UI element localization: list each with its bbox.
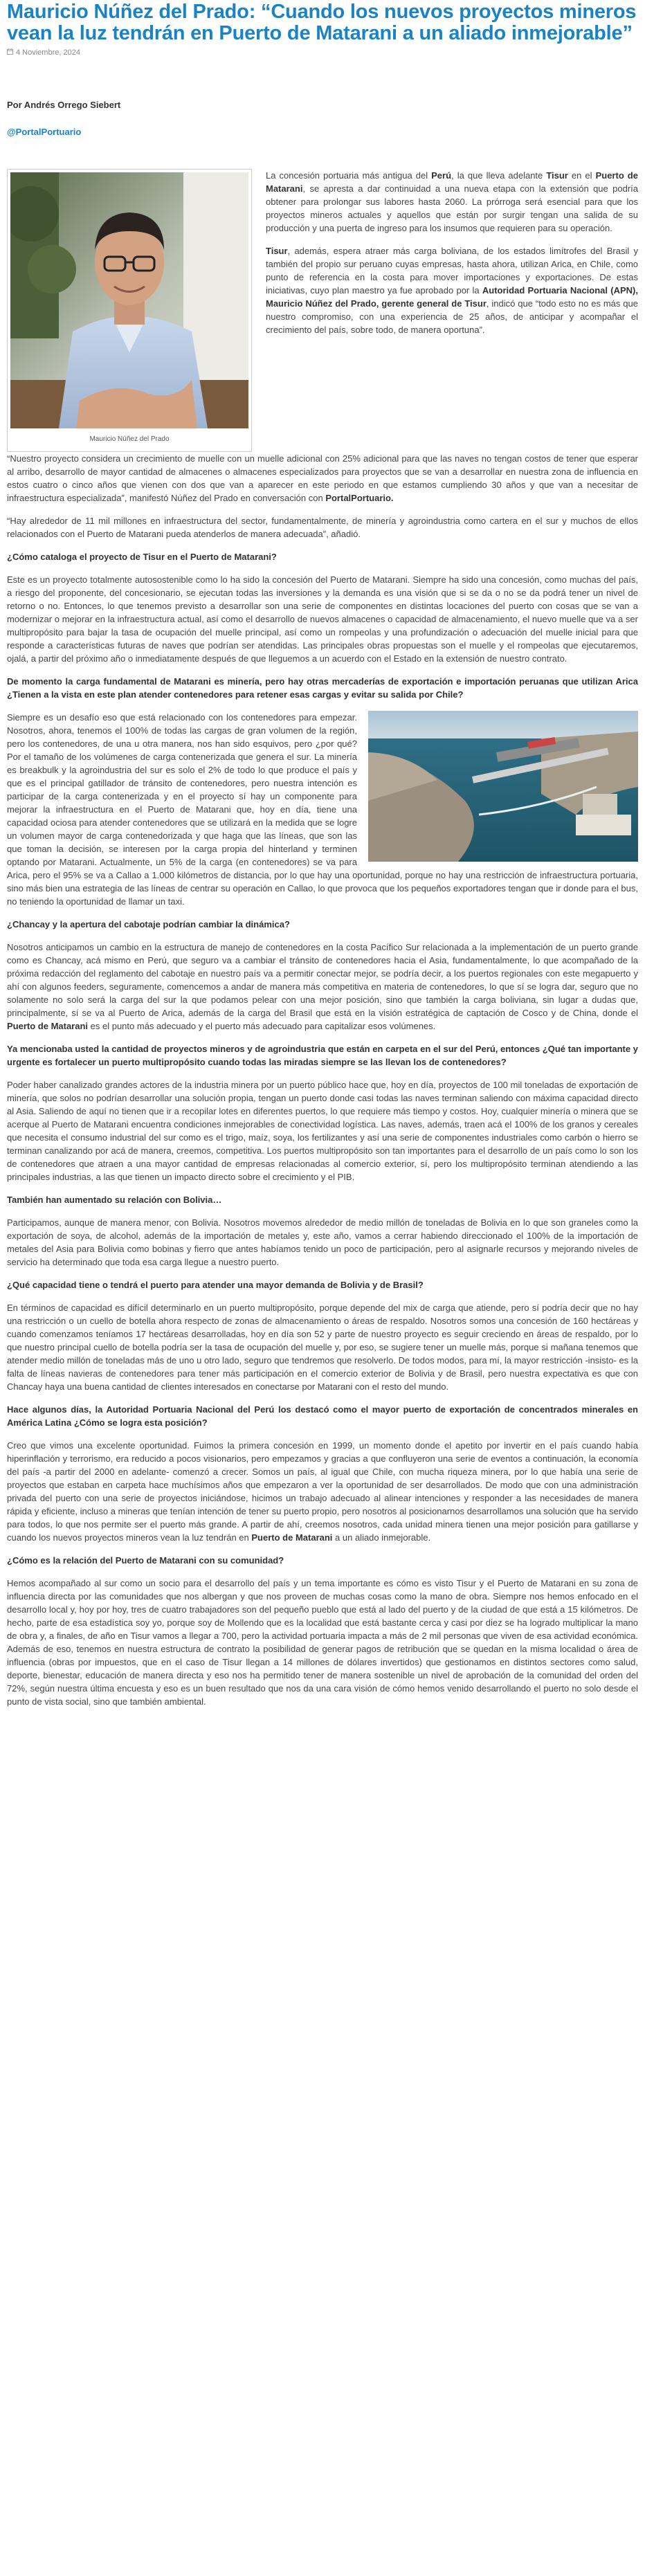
interview-answer: Siempre es un desafío eso que está relacionado con los contenedores para empezar. Nosotros, ahora, tenemos el 100% de todas las cargas de gran volumen de la región, pero los contenedores, de una u otra manera, nos han sido esquivos, pero ¿por qué? Por el tamaño de los volúmenes de carga contenerizada que genera el sur. La minería es breakbulk y la agroindustria del sur es solo el 2% de todo lo que produce el país y que es el principal gatillador de tránsito de contenedores, pero nuestra intención es participar de la carga contenerizada y en el proyecto sí hay un componente para mejorar la infraestructura en el Puerto de Matarani que, hoy en día, tiene una capacidad ociosa para atender contenedores que se utilizará en la medida que se logre un volumen mayor de carga contenedorizada y que haga que las líneas, que son las que toman la decisión, se interesen por la carga propia del hinterland y terminen optando por Matarani. Actualmente, un 5% de la carga (en contenedores) se va para Arica, pero el 95% se va a Callao a 1.000 kilómetros de distancia, por lo que hay una oportunidad, porque no hay una restricción de infraestructura portuaria, sino más bien una estrategia de las líneas de centrar su operación en Callao, lo que provoca que los pequeños exportadores tengan que ir donde para el bus, no teniendo la oportunidad de llamar un taxi. [7, 712, 638, 907]
interview-question: ¿Chancay y la apertura del cabotaje podrían cambiar la dinámica? [7, 919, 290, 929]
interview-question: De momento la carga fundamental de Matarani es minería, pero hay otras mercaderías de exportación e importación peruanas que utilizan Arica ¿Tienen a la vista en este plan atender contenedores para retener esas cargas y evitar su salida por Chile? [7, 676, 638, 700]
interview-question: Ya mencionaba usted la cantidad de proyectos mineros y de agroindustria que están en carpeta en el sur del Perú, entonces ¿Qué tan importante y urgente es fortalecer un puerto multipropósito cuando todas las miradas siempre se las llevan los de contenedores? [7, 1044, 638, 1067]
article-body [0, 169, 645, 1708]
interview-answer: Nosotros anticipamos un cambio en la estructura de manejo de contenedores en la costa Pacífico Sur relacionada a la implementación de un puerto grande como es Chancay, acá mismo en Perú, que seguro va a cambiar el tránsito de contenedores hacia el Asia, fundamentalmente, lo que acompañado de la próxima redacción del reglamento del cabotaje en nuestro país va a permitir conectar mejor, se podría decir, a los puertos regionales con este megapuerto y ahí con algunos feeders, seguramente, comencemos a andar de manera más competitiva en materia de contenedores, lo que sí se logra dar, seguro que no solamente no solo será la carga del sur la que podamos pelear con una mejor posición, sino que también la carga boliviana, sin lugar a dudas que, principalmente, sí se va al Puerto de Arica, además de la carga del Brasil que está en la visión estratégica de captación de Cosco y de China, donde el Puerto de Matarani es el punto más adecuado y el puerto más adecuado para capitalizar esos volúmenes. [7, 942, 638, 1031]
interview-question: ¿Cómo cataloga el proyecto de Tisur en el Puerto de Matarani? [7, 552, 277, 562]
interview-answer: Creo que vimos una excelente oportunidad. Fuimos la primera concesión en 1999, un momento donde el apetito por invertir en el país cuando había hiperinflación y terrorismo, era reducido a pocos visionarios, pero empezamos y gracias a que confluyeron una serie de eventos a continuación, la economía del país -a partir del 2000 en adelante- comenzó a crecer. Somos un país, al igual que Chile, con mucha riqueza minera, por lo que había una serie de proyectos que estaban en carpeta hace muchísimos años que empezaron a ver la oportunidad de ser desarrollados. De modo que con una administración privada del puerto con una serie de proyectos iniciándose, hicimos un trabajo adecuado al alinear intenciones y responder a las necesidades de manera rápida y eficiente, incluso a mineras que tenían intención de tener su puerto propio, pero nosotros al posicionarnos desarrollamos una solución que ha servido para todos, lo que nos permite ser el puerto más grande. A partir de ahí, creemos nosotros, cada unidad minera tienen una mejor posición para gatillarse y cuando los nuevos proyectos mineros vean la luz tendrán en Puerto de Matarani a un aliado inmejorable. [7, 1440, 638, 1543]
article-title: Mauricio Núñez del Prado: “Cuando los nuevos proyectos mineros vean la luz tendrán en Puerto de Matarani a un aliado inmejorable” [7, 1, 637, 44]
interview-answer: Participamos, aunque de manera menor, con Bolivia. Nosotros movemos alrededor de medio millón de toneladas de Bolivia en lo que son graneles como la exportación de soya, de alcohol, además de la importación de metales y, este año, vamos a cerrar habiendo direccionado el 100% de la importación de metales del Asia para Bolivia como bobinas y fierro que antes habíamos tenido un poco de participación, pero al asignarle recursos y mejorando niveles de servicio ha determinado que toda esa carga llegue a nuestro puerto. [7, 1217, 638, 1267]
photo-frame [7, 169, 252, 452]
author-byline: Por Andrés Orrego Siebert [7, 100, 121, 110]
interview-question: ¿Cómo es la relación del Puerto de Matarani con su comunidad? [7, 1555, 284, 1566]
interview-answer: Este es un proyecto totalmente autosostenible como lo ha sido la concesión del Puerto de Matarani. Siempre ha sido una concesión, como muchas del país, a riesgo del proponente, del concesionario, se ejecutan todas las inversiones y la demanda es una visión que si se da o no se da podrá tener un nivel de retorno o no. Entonces, lo que tenemos previsto a desarrollar son una serie de componentes en distintas locaciones del puerto con cosas que se van a modernizar o mejorar en la infraestructura actual, así como el desarrollo de nuevos almacenes o capacidad de almacenamiento, el nuevo muelle que va a ser multipropósito para bajar la tasa de ocupación del muelle principal, así como un rompeolas y una profundización o adecuación del muelle inicial para que responde a características futuras de naves que podrían ser atendidas. Las principales obras propuestas son el muelle y el rompeolas que ejecutaremos, ojalá, a partir del próximo año o inmediatamente después de que lleguemos a un acuerdo con el Estado en la extensión de nuestro contrato. [7, 574, 638, 664]
photo-caption: Mauricio Núñez del Prado [89, 435, 170, 443]
interview-question: También han aumentado su relación con Bolivia… [7, 1195, 222, 1205]
portrait-photo [10, 172, 248, 428]
article-header [0, 0, 645, 137]
photo-column [7, 169, 252, 452]
paragraph: La concesión portuaria más antigua del Perú, la que lleva adelante Tisur en el Puerto de Matarani, se apresta a dar continuidad a una nueva etapa con la extensión que podría obtener para prolongar sus labores hasta 2060. La prórroga será esencial para que los proyectos mineros actuales y aquellos que están por surgir tengan una salida de su producción y una puerta de ingreso para los insumos que requieren para su operación. [266, 170, 638, 233]
interview-answer: En términos de capacidad es difícil determinarlo en un puerto multipropósito, porque depende del mix de carga que atiende, pero sí podría decir que no hay una restricción o un cuello de botella ahora respecto de zonas de almacenamiento o áreas de respaldo. Nosotros somos una concesión de 160 hectáreas y cuando comenzamos teníamos 17 hectáreas desarrolladas, hoy en día son 52 y parte de nuestro proyecto es seguir creciendo en áreas de respaldo, por lo que nuestro principal cuello de botella podría ser la tasa de ocupación del muelle y, por eso, se sugiere tener un muelle más, porque si mañana tenemos que atender medio millón de toneladas más de uno u otro lado, seguro que tendremos que resolverlo. De todos modos, para mí, la mayor restricción -insisto- es la falta de líneas navieras de contenedores para tener más participación en el comercio exterior de Bolivia y de Brasil, pero nuestra expectativa es que con Chancay haya una buena cantidad de clientes interesados en conectarse por Matarani con el resto del mundo. [7, 1303, 638, 1392]
article-date [7, 48, 638, 57]
calendar-icon [7, 48, 13, 57]
port-aerial-photo [368, 711, 638, 862]
interview-answer: Poder haber canalizado grandes actores de la industria minera por un puerto público hace que, hoy en día, proyectos de 100 mil toneladas de exportación de minería, que solos no podrían desarrollar una solución propia, tengan un puerto donde casi todas las naves terminan saliendo con máxima capacidad directo al Asia. Saliendo de aquí no tienen que ir a recopilar lotes en diferentes puertos, lo que requiere más tiempo y costos. Hoy, cualquier minería o minera que se acerque al Puerto de Matarani encuentra condiciones inmejorables de conectividad logística. Las naves, además, traen acá el 100% de los granos y cereales que necesita el consumo industrial del sur como es el trigo, maíz, soya, los fertilizantes y así una serie de componentes industriales como carbón o hierro se terminan canalizando por acá de manera, creemos, competitiva. Los puertos multipropósito son tan importantes para el desarrollo de un país como lo son los de contenedores que atraen a una mayor cantidad de empresas relacionadas al comercio exterior, sí, pero los multipropósito terminan atendiendo a las principales industrias, a las que tienen un impacto directo sobre el crecimiento y el PIB. [7, 1080, 638, 1182]
paragraph: Tisur, además, espera atraer más carga boliviana, de los estados limítrofes del Brasil y también del propio sur peruano cuyas empresas, hasta ahora, utilizan Arica, en Chile, como punto de referencia en la costa para mover importaciones y exportaciones. De estas iniciativas, cuyo plan maestro ya fue aprobado por la Autoridad Portuaria Nacional (APN), Mauricio Núñez del Prado, gerente general de Tisur, indicó que “todo esto no es más que nuestro compromiso, con una experiencia de 25 años, de anticipar y acompañar el crecimiento del país, sobre todo, de manera oportuna”. [266, 246, 638, 335]
intro-section [7, 169, 638, 452]
intro-text [266, 169, 638, 452]
interview-answer: Hemos acompañado al sur como un socio para el desarrollo del país y un tema importante es cómo es visto Tisur y el Puerto de Matarani en su zona de influencia directa por las comunidades que nos albergan y que nos proveen de muchas cosas como la mano de obra. Siempre nos hemos enfocado en el desarrollo local y, hoy por hoy, tres de cuatro trabajadores son del pequeño pueblo que está al lado del puerto y de la ciudad de que está a 15 kilómetros. De hecho, parte de esa estadística soy yo, porque soy de Mollendo que es la localidad que está bastante cerca y casi por diez se ha logrado multiplicar la mano de obra y, a finales, de año en Tisur vamos a llegar a 700, pero la actividad portuaria impacta a más de 2 mil personas que viven de esa actividad económica. Además de eso, tenemos en nuestra estructura de contrato la posibilidad de generar pagos de retribución que se quedan en la misma localidad o área de influencia (obras por impuestos, que en el caso de Tisur llegan a 14 millones de dólares invertidos) que gestionamos en distintos sectores como salud, deporte, bienestar, educación de manera directa y eso nos ha permitido tener de manera sostenible un nivel de aprobación de la comunidad del orden del 72%, según nuestra última encuesta y eso es un buen resultado que nos da una cara visión de cómo hemos venido desarrollando el puerto no solo desde el punto de vista social, sino que también ambiental. [7, 1578, 638, 1707]
paragraph: “Hay alrededor de 11 mil millones en infraestructura del sector, fundamentalmente, de minería y agroindustria como cartera en el sur y muchos de ellos relacionados con el Puerto de Matarani pueda atenderlos de manera adecuada”, añadió. [7, 516, 638, 539]
twitter-handle-link[interactable]: @PortalPortuario [7, 127, 82, 137]
date-text: 4 Noviembre, 2024 [16, 48, 80, 57]
paragraph: “Nuestro proyecto considera un crecimiento de muelle con un muelle adicional con 25% adicional para que las naves no tengan costos de tener que esperar al arribo, desarrollo de mayor cantidad de almacenes o almacenes especializados para proyectos que se van a desarrollar en nuestra zona de influencia en estos cuatro o cinco años que vienen con dos que van a aparecer en este periodo en que estamos cumpliendo 30 años y que van a necesitar de infraestructura especializada”, manifestó Núñez del Prado en conversación con PortalPortuario. [7, 453, 638, 503]
interview-question: Hace algunos días, la Autoridad Portuaria Nacional del Perú los destacó como el mayor puerto de exportación de concentrados minerales en América Latina ¿Cómo se logra esta posición? [7, 1404, 638, 1428]
interview-question: ¿Qué capacidad tiene o tendrá el puerto para atender una mayor demanda de Bolivia y de Brasil? [7, 1280, 424, 1290]
